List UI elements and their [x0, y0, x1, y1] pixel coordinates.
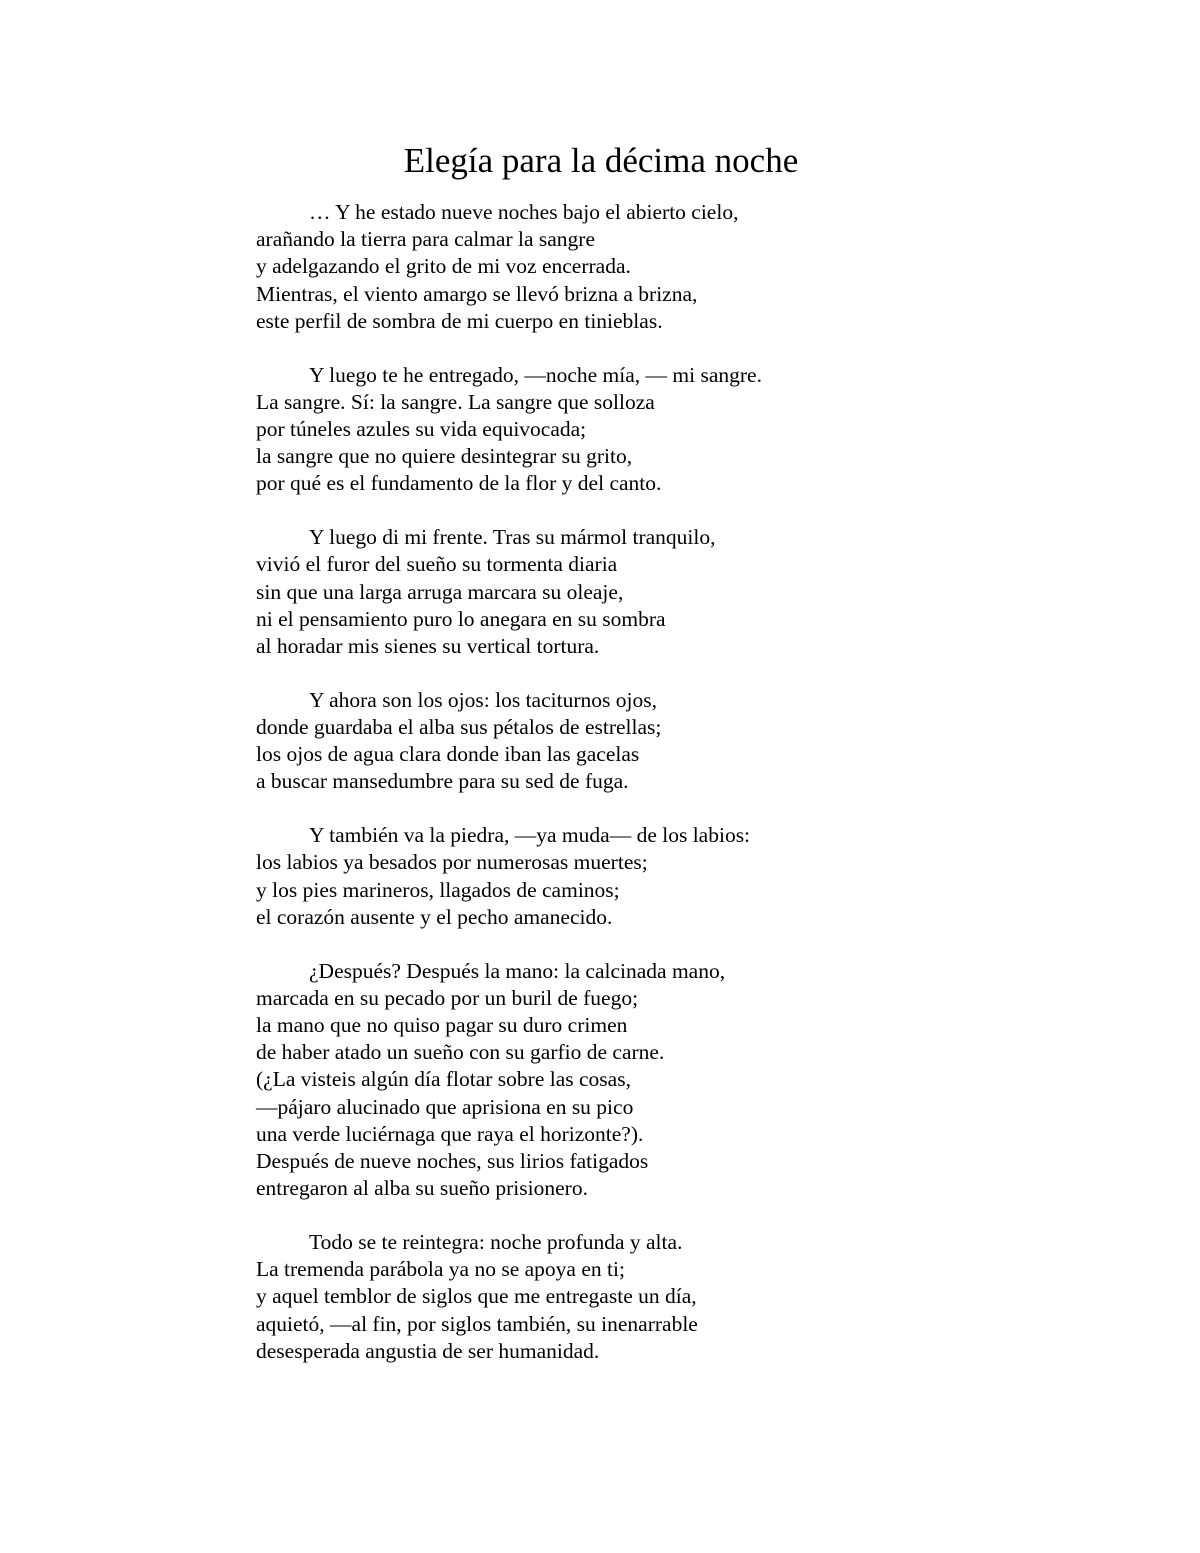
poem-line: la sangre que no quiere desintegrar su grito,: [256, 444, 633, 469]
poem-line: aquietó, —al fin, por siglos también, su inenarrable: [256, 1311, 698, 1336]
poem-line: ¿Después? Después la mano: la calcinada mano,: [309, 958, 726, 983]
poem-line: Y luego di mi frente. Tras su mármol tranquilo,: [309, 525, 716, 550]
stanza: [256, 1229, 1156, 1365]
poem-line: los ojos de agua clara donde iban las gacelas: [256, 742, 640, 767]
poem-line: Y luego te he entregado, —noche mía, — mi sangre.: [309, 362, 762, 387]
poem-line: Y también va la piedra, —ya muda— de los labios:: [309, 823, 751, 848]
poem-body: [256, 199, 1156, 1392]
poem-line: la mano que no quiso pagar su duro crimen: [256, 1013, 628, 1038]
poem-line: vivió el furor del sueño su tormenta diaria: [256, 552, 618, 577]
poem-line: y los pies marineros, llagados de caminos;: [256, 877, 620, 902]
stanza: [256, 199, 1156, 335]
poem-line: al horadar mis sienes su vertical tortura.: [256, 634, 600, 659]
poem-line: y aquel temblor de siglos que me entregaste un día,: [256, 1284, 697, 1309]
poem-line: este perfil de sombra de mi cuerpo en tinieblas.: [256, 308, 663, 333]
poem-line: arañando la tierra para calmar la sangre: [256, 227, 596, 252]
poem-line: por qué es el fundamento de la flor y del canto.: [256, 471, 662, 496]
poem-title: Elegía para la décima noche: [403, 141, 799, 180]
stanza: [256, 822, 1156, 931]
poem-line: —pájaro alucinado que aprisiona en su pico: [256, 1094, 634, 1119]
poem-line: y adelgazando el grito de mi voz encerrada.: [256, 254, 631, 279]
poem-line: marcada en su pecado por un buril de fuego;: [256, 985, 639, 1010]
poem-line: sin que una larga arruga marcara su oleaje,: [256, 579, 624, 604]
stanza: [256, 687, 1156, 796]
poem-line: de haber atado un sueño con su garfio de carne.: [256, 1040, 665, 1065]
poem-line: La tremenda parábola ya no se apoya en ti;: [256, 1257, 625, 1282]
stanza: [256, 958, 1156, 1203]
poem-line: La sangre. Sí: la sangre. La sangre que solloza: [256, 389, 655, 414]
poem-line: a buscar mansedumbre para su sed de fuga.: [256, 769, 629, 794]
poem-line: Después de nueve noches, sus lirios fatigados: [256, 1149, 649, 1174]
poem-line: Todo se te reintegra: noche profunda y alta.: [309, 1230, 683, 1255]
poem-line: donde guardaba el alba sus pétalos de estrellas;: [256, 715, 662, 740]
poem-line: … Y he estado nueve noches bajo el abierto cielo,: [309, 200, 739, 224]
stanza: [256, 362, 1156, 498]
poem-line: entregaron al alba su sueño prisionero.: [256, 1176, 588, 1201]
poem-line: Mientras, el viento amargo se llevó brizna a brizna,: [256, 281, 698, 306]
poem-line: Y ahora son los ojos: los taciturnos ojos,: [309, 687, 657, 712]
poem-line: desesperada angustia de ser humanidad.: [256, 1338, 600, 1363]
poem-line: (¿La visteis algún día flotar sobre las cosas,: [256, 1067, 631, 1092]
poem-line: por túneles azules su vida equivocada;: [256, 417, 587, 442]
poem-line: los labios ya besados por numerosas muertes;: [256, 850, 648, 875]
poem-line: el corazón ausente y el pecho amanecido.: [256, 904, 613, 929]
stanza: [256, 524, 1156, 660]
poem-line: ni el pensamiento puro lo anegara en su sombra: [256, 606, 666, 631]
poem-line: una verde luciérnaga que raya el horizonte?).: [256, 1121, 644, 1146]
